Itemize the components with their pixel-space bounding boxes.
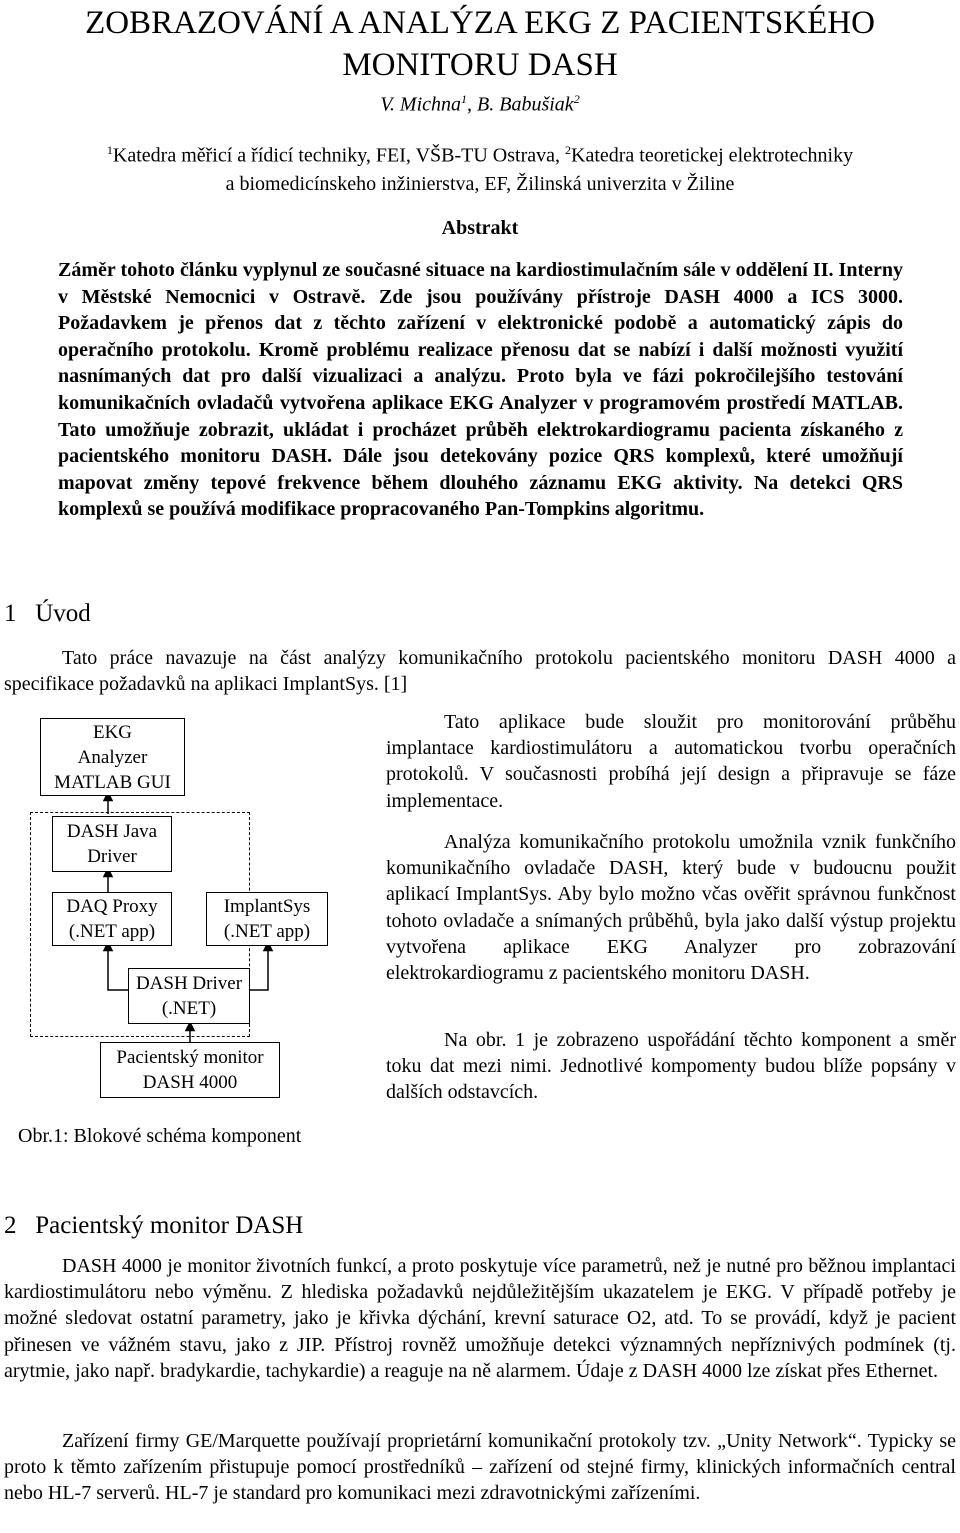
title-line-2: MONITORU DASH <box>342 47 618 83</box>
intro-paragraph: Tato práce navazuje na část analýzy komunikačního protokolu pacientského monitoru DASH 4000 a specifikace požadavků na aplikaci ImplantSys. [1] <box>4 647 956 696</box>
daq-line-2: (.NET app) <box>68 921 156 942</box>
title-line-1: ZOBRAZOVÁNÍ A ANALÝZA EKG Z PACIENTSKÉHO <box>85 5 875 41</box>
patient-monitor-box <box>100 1042 280 1098</box>
impl-line-2: (.NET app) <box>223 921 311 942</box>
arrow-driver-to-implantsys <box>250 946 268 990</box>
dash-java-driver-box <box>52 816 172 872</box>
block-diagram <box>0 700 380 1120</box>
author-1: V. Michna <box>380 93 462 116</box>
ekg-line-3: MATLAB GUI <box>54 771 171 793</box>
section-2-heading <box>4 1212 303 1240</box>
affiliations <box>30 136 930 198</box>
author-2: B. Babušiak <box>477 93 574 116</box>
author-2-sup: 2 <box>573 92 580 106</box>
right-paragraph-1: Tato aplikace bude sloužit pro monitorování průběhu implantace kardiostimulátoru a automatickou tvorbu operačních protokolů. V současnosti probíhá její design a připravuje se fáze implementace. <box>386 711 956 812</box>
right-paragraph-2: Analýza komunikačního protokolu umožnila vznik funkčního komunikačního ovladače DASH, který bude v budoucnu použit aplikací ImplantSys. Aby bylo možno včas ověřit správnou funkčnost tohoto ovladače a snímaných průběhů, byla jako další výstup projektu vytvořena aplikace EKG Analyzer pro zobrazování elektrokardiogramu z pacientského monitoru DASH. <box>386 831 956 985</box>
affil-sup-1: 1 <box>106 143 113 157</box>
author-sep: , <box>467 93 478 116</box>
affil-text-2: Katedra teoretickej elektrotechniky <box>571 144 854 167</box>
driver-line-1: DASH Driver <box>135 973 243 994</box>
dash-paragraph-2: Zařízení firmy GE/Marquette používají proprietární komunikační protokoly tzv. „Unity Network“. Typicky se proto k těmto zařízením přistupuje pomocí prostředníků – zařízení od stejné firmy, klinických informačních central nebo HL-7 serverů. HL-7 je standard pro komunikaci mezi zdravotnickými zařízeními. <box>4 1430 956 1505</box>
impl-line-1: ImplantSys <box>223 896 311 917</box>
monitor-line-2: DASH 4000 <box>142 1072 238 1093</box>
section-2-number: 2 <box>4 1212 17 1239</box>
monitor-line-1: Pacientský monitor <box>116 1047 264 1068</box>
java-line-2: Driver <box>87 846 137 867</box>
daq-proxy-box <box>52 892 172 946</box>
section-1-heading <box>4 600 91 628</box>
affil-sup-2: 2 <box>565 143 571 157</box>
section-1-number: 1 <box>4 600 17 627</box>
paper-title <box>0 2 960 86</box>
ekg-analyzer-box <box>40 718 185 796</box>
driver-line-2: (.NET) <box>161 998 217 1019</box>
section-2-title: Pacientský monitor DASH <box>35 1212 304 1239</box>
right-paragraph-3: Na obr. 1 je zobrazeno uspořádání těchto komponent a směr toku dat mezi nimi. Jednotlivé kompomenty budou blíže popsány v dalších odstavcích. <box>386 1029 956 1104</box>
dash-driver-box <box>128 968 250 1024</box>
authors <box>0 92 960 117</box>
ekg-line-1: EKG <box>92 721 133 743</box>
implantsys-box <box>206 892 328 946</box>
section-1-title: Úvod <box>35 600 91 627</box>
abstract-heading: Abstrakt <box>441 217 519 239</box>
author-1-sup: 1 <box>461 92 468 106</box>
affil-text-1: Katedra měřicí a řídicí techniky, FEI, VŠB-TU Ostrava, <box>112 144 565 167</box>
affil-line-2: a biomedicínskeho inžinierstva, EF, Žilinská univerzita v Žiline <box>225 172 735 195</box>
java-line-1: DASH Java <box>66 821 158 842</box>
figure-caption: Obr.1: Blokové schéma komponent <box>18 1125 302 1147</box>
ekg-line-2: Analyzer <box>77 746 148 768</box>
daq-line-1: DAQ Proxy <box>66 896 158 917</box>
dash-paragraph-1: DASH 4000 je monitor životních funkcí, a proto poskytuje více parametrů, než je nutné pro běžnou implantaci kardiostimulátoru nebo výměnu. Z hlediska požadavků nejdůležitějším ukazatelem je EKG. V případě potřeby je možné sledovat ostatní parametry, jako je křivka dýchání, krevní saturace O2, atd. To se provádí, když je pacient přinesen ve vážném stavu, jako z JIP. Přístroj rovněž umožňuje detekci významných nepříznivých podmínek (tj. arytmie, jako např. bradykardie, tachykardie) a reaguje na ně alarmem. Údaje z DASH 4000 lze získat přes Ethernet. <box>4 1255 956 1382</box>
abstract-text: Záměr tohoto článku vyplynul ze současné situace na kardiostimulačním sále v oddělení II. Interny v Městské Nemocnici v Ostravě. Zde jsou používány přístroje DASH 4000 a ICS 3000. Požadavkem je přenos dat z těchto zařízení v elektronické podobě a automatický zápis do operačního protokolu. Kromě problému realizace přenosu dat se nabízí i další možnosti využití nasnímaných dat pro další vizualizaci a analýzu. Proto byla ve fázi pokročilejšího testování komunikačních ovladačů vytvořena aplikace EKG Analyzer v programovém prostředí MATLAB. Tato umožňuje zobrazit, ukládat i procházet průběh elektrokardiogramu pacienta získaného z pacientského monitoru DASH. Dále jsou detekovány pozice QRS komplexů, které umožňují mapovat změny tepové frekvence během dlouhého záznamu EKG aktivity. Na detekci QRS komplexů se používá modifikace propracovaného Pan-Tompkins algoritmu. <box>58 259 903 521</box>
